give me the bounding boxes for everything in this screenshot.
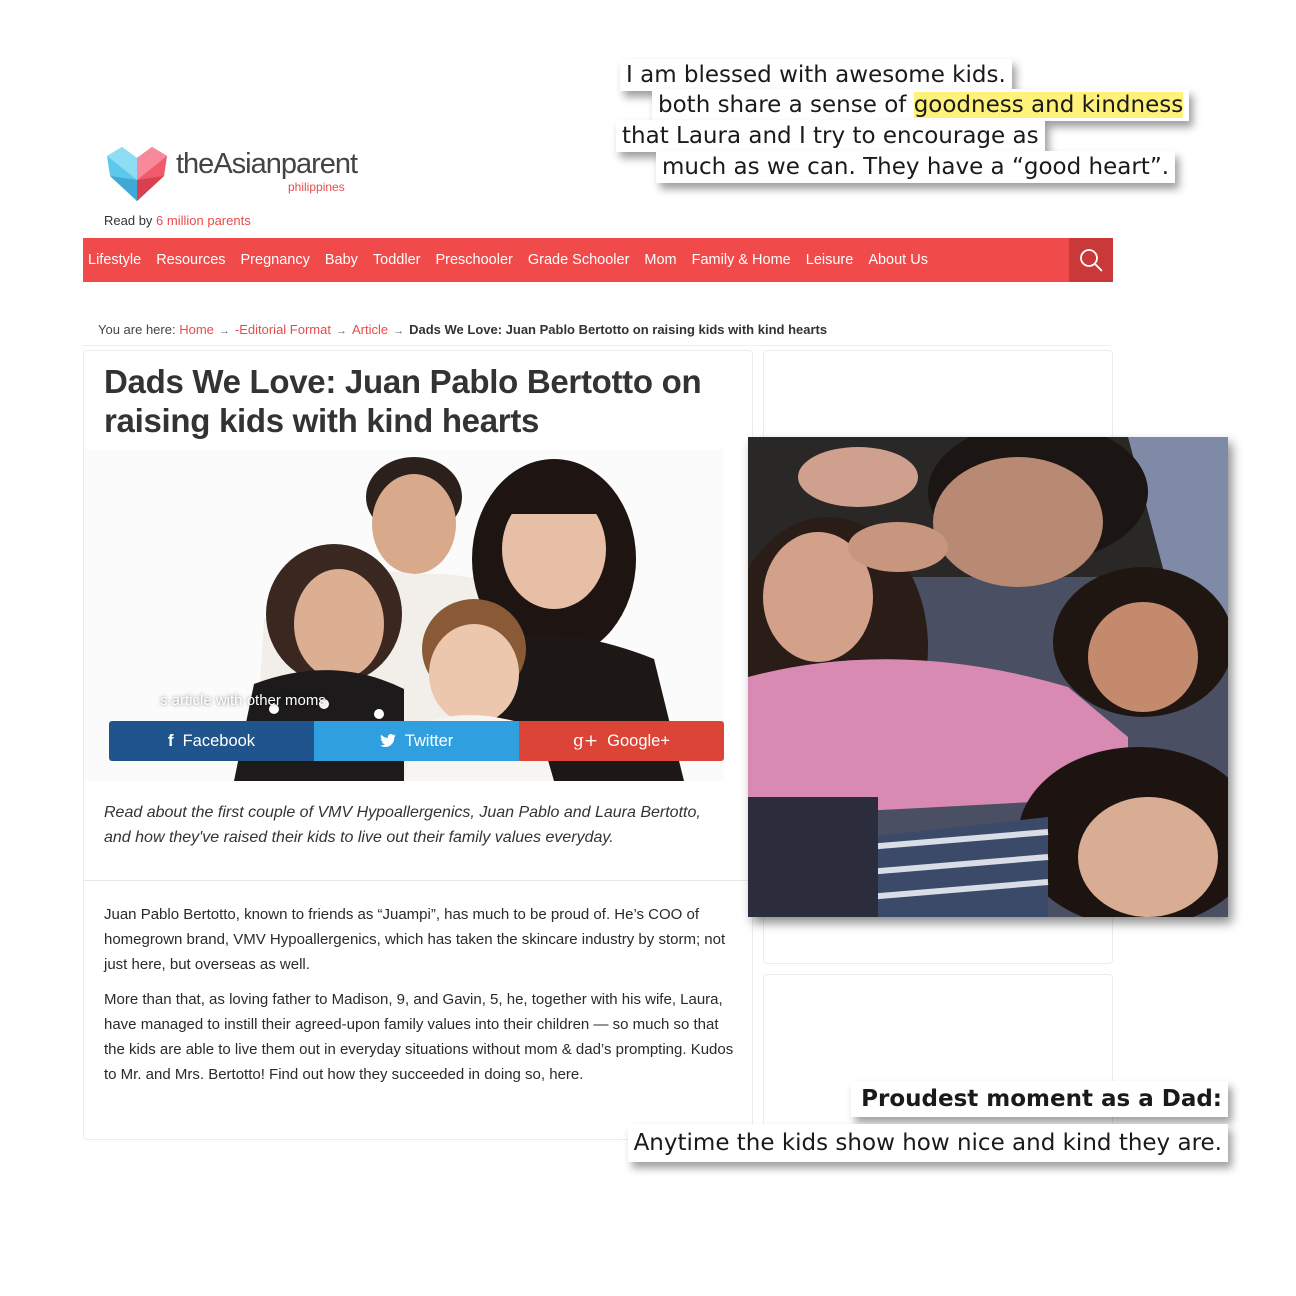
quote-line: that Laura and I try to encourage as bbox=[616, 120, 1045, 152]
arrow-right-icon: → bbox=[335, 325, 347, 337]
nav-item-resources[interactable]: Resources bbox=[156, 252, 226, 268]
lead-divider bbox=[84, 880, 752, 881]
proudest-heading: Proudest moment as a Dad: bbox=[851, 1081, 1228, 1117]
proudest-text: Anytime the kids show how nice and kind they are. bbox=[628, 1124, 1228, 1162]
quote-line: I am blessed with awesome kids. bbox=[620, 59, 1012, 91]
search-button[interactable] bbox=[1069, 238, 1113, 282]
twitter-share-button[interactable] bbox=[314, 721, 519, 761]
article-title: Dads We Love: Juan Pablo Bertotto on raising kids with kind hearts bbox=[104, 363, 702, 439]
breadcrumb-editorial-format[interactable]: -Editorial Format bbox=[234, 322, 331, 337]
logo-wordmark: theAsianparent bbox=[176, 148, 358, 180]
nav-item-preschooler[interactable]: Preschooler bbox=[435, 252, 513, 268]
breadcrumb-home[interactable]: Home bbox=[179, 322, 214, 337]
nav-item-lifestyle[interactable]: Lifestyle bbox=[88, 252, 142, 268]
nav-item-grade-schooler[interactable]: Grade Schooler bbox=[527, 252, 630, 268]
main-nav bbox=[83, 238, 1113, 282]
breadcrumb-article[interactable]: Article bbox=[351, 322, 389, 337]
nav-item-family-home[interactable]: Family & Home bbox=[691, 252, 791, 268]
nav-item-baby[interactable]: Baby bbox=[324, 252, 358, 268]
breadcrumb-prefix: You are here: bbox=[98, 322, 180, 337]
article-paragraph: Juan Pablo Bertotto, known to friends as “Juampi”, has much to be proud of. He’s COO of homegrown brand, VMV Hypoallergenics, which has taken the skincare industry by storm; not just here, but overseas as well. bbox=[104, 906, 726, 973]
googleplus-icon: g+ bbox=[573, 731, 599, 751]
share-bar bbox=[109, 721, 724, 761]
nav-items bbox=[88, 238, 943, 282]
googleplus-label: Google+ bbox=[607, 731, 670, 750]
quote-line: much as we can. They have a “good heart”. bbox=[656, 151, 1175, 183]
search-icon bbox=[1079, 248, 1103, 272]
facebook-label: Facebook bbox=[182, 731, 256, 750]
logo-region: philippines bbox=[288, 180, 345, 194]
readby-prefix: Read by bbox=[104, 213, 157, 228]
twitter-icon bbox=[380, 734, 396, 748]
facebook-share-button[interactable] bbox=[109, 721, 314, 761]
article-paragraph: More than that, as loving father to Madison, 9, and Gavin, 5, he, together with his wife, Laura, have managed to instill their agreed-upon family values into their children — so much so that the kids are able to live them out in everyday situations without mom & dad’s prompting. Kudos to Mr. and Mrs. Bertotto! Find out how they succeeded in doing so, here. bbox=[104, 991, 734, 1083]
quote-line bbox=[652, 89, 1189, 121]
googleplus-share-button[interactable] bbox=[519, 721, 724, 761]
breadcrumb-divider bbox=[83, 345, 1113, 346]
heart-logo-icon bbox=[104, 146, 170, 202]
selfie-image bbox=[748, 437, 1228, 917]
article-lead: Read about the first couple of VMV Hypoallergenics, Juan Pablo and Laura Bertotto, and how they've raised their kids to live out their family values everyday. bbox=[104, 804, 701, 846]
breadcrumb-current: Dads We Love: Juan Pablo Bertotto on raising kids with kind hearts bbox=[409, 322, 828, 337]
site-logo[interactable] bbox=[104, 144, 364, 204]
arrow-right-icon: → bbox=[218, 325, 230, 337]
nav-item-mom[interactable]: Mom bbox=[644, 252, 677, 268]
nav-item-leisure[interactable]: Leisure bbox=[805, 252, 854, 268]
facebook-icon: f bbox=[167, 731, 174, 750]
nav-item-about-us[interactable]: About Us bbox=[868, 252, 928, 268]
arrow-right-icon: → bbox=[393, 325, 405, 337]
breadcrumb bbox=[98, 322, 827, 337]
twitter-label: Twitter bbox=[404, 731, 454, 750]
quote-highlight: goodness and kindness bbox=[913, 92, 1184, 118]
nav-item-toddler[interactable]: Toddler bbox=[372, 252, 421, 268]
readership-tagline bbox=[104, 213, 251, 228]
readby-count: 6 million parents bbox=[156, 213, 251, 228]
family-selfie-photo bbox=[748, 437, 1228, 917]
quote-line-text: both share a sense of bbox=[658, 92, 914, 118]
share-prompt: s article with other moms bbox=[160, 692, 326, 709]
nav-item-pregnancy[interactable]: Pregnancy bbox=[240, 252, 310, 268]
